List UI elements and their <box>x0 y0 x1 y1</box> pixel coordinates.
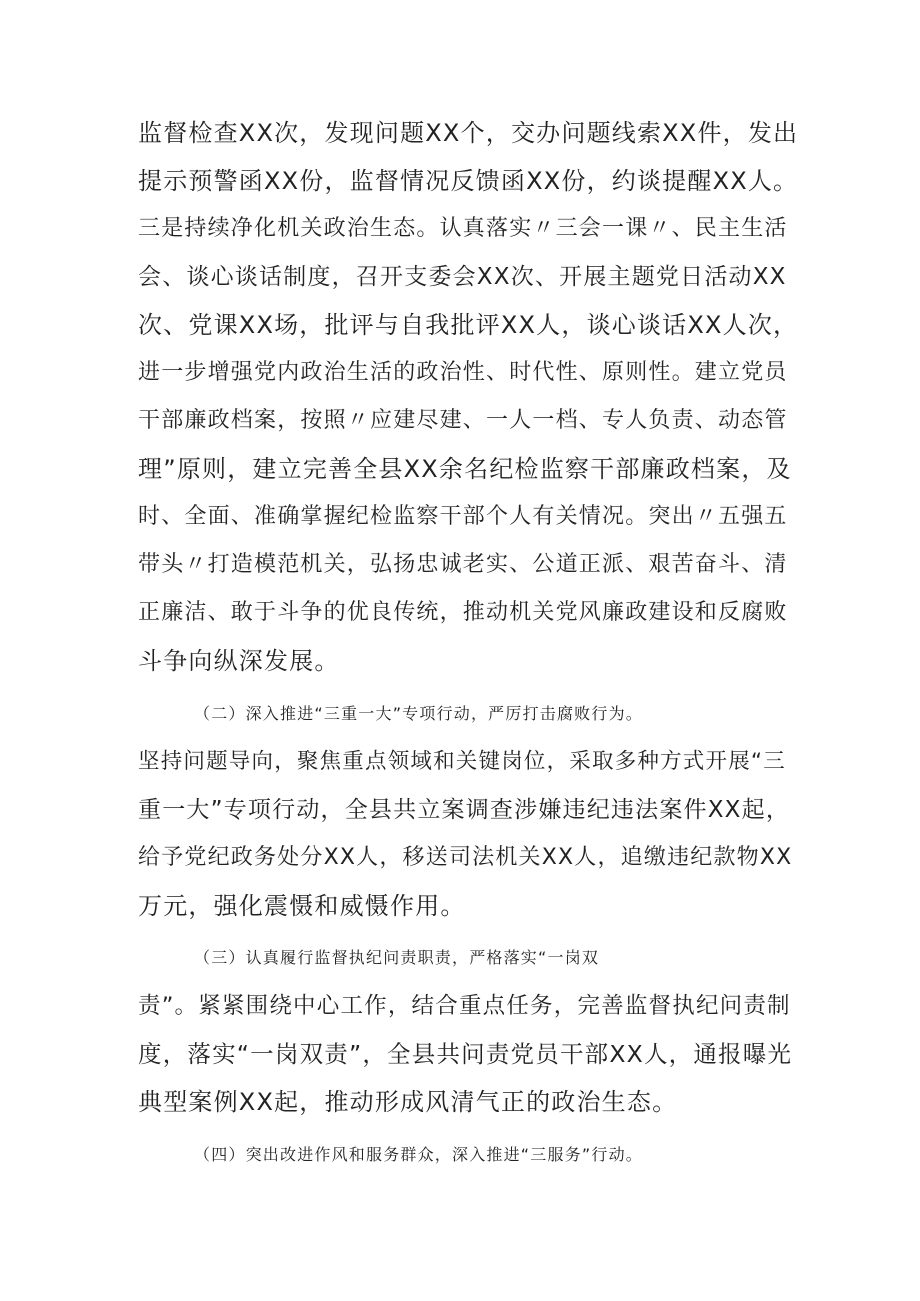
text-line-4: 会、谈心谈话制度，召开支委会XX次、开展主题党日活动XX <box>138 264 787 290</box>
text-line-19: 责”。紧紧围绕中心工作，结合重点任务，完善监督执纪问责制 <box>138 993 791 1019</box>
text-line-7: 干部廉政档案，按照〃应建尽建、一人一档、专人负责、动态管 <box>138 408 788 433</box>
text-line-1: 监督检查XX次，发现问题XX个，交办问题线索XX件，发出 <box>138 119 799 147</box>
text-line-9: 时、全面、准确掌握纪检监察干部个人有关情况。突出〃五强五 <box>138 504 788 529</box>
section-heading-4: （四）突出改进作风和服务群众，深入推进“三服务”行动。 <box>194 1145 643 1164</box>
text-line-5: 次、党课XX场，批评与自我批评XX人，谈心谈话XX人次， <box>138 311 799 339</box>
text-line-12: 斗争向纵深发展。 <box>138 647 340 675</box>
section-heading-3: （三）认真履行监督执纪问责职责，严格落实“一岗双 <box>194 948 600 967</box>
text-line-14: 坚持问题导向，聚焦重点领域和关键岗位，采取多种方式开展“三 <box>138 749 786 774</box>
text-line-6: 进一步增强党内政治生活的政治性、时代性、原则性。建立党员 <box>138 360 788 385</box>
text-line-21: 典型案例XX起，推动形成风清气正的政治生态。 <box>138 1088 678 1116</box>
section-heading-2: （二）深入推进“三重一大”专项行动，严厉打击腐败行为。 <box>194 704 643 723</box>
text-line-10: 带头〃打造模范机关，弘扬忠诚老实、公道正派、艰苦奋斗、清 <box>138 552 788 577</box>
text-line-2: 提示预警函XX份，监督情况反馈函XX份，约谈提醒XX人。 <box>138 167 799 195</box>
text-line-16: 给予党纪政务处分XX人，移送司法机关XX人，追缴违纪款物XX <box>138 845 793 870</box>
text-line-11: 正廉洁、敢于斗争的优良传统，推动机关党风廉政建设和反腐败 <box>138 600 788 625</box>
text-line-17: 万元，强化震慑和威慑作用。 <box>138 892 466 920</box>
text-line-8: 理”原则，建立完善全县XX余名纪检监察干部廉政档案，及 <box>138 455 792 483</box>
text-line-3: 三是持续净化机关政治生态。认真落实〃三会一课〃、民主生活 <box>138 216 788 241</box>
text-line-20: 度，落实“一岗双责”，全县共问责党员干部XX人，通报曝光 <box>138 1040 793 1068</box>
text-line-15: 重一大”专项行动，全县共立案调查涉嫌违纪违法案件XX起， <box>138 797 791 823</box>
